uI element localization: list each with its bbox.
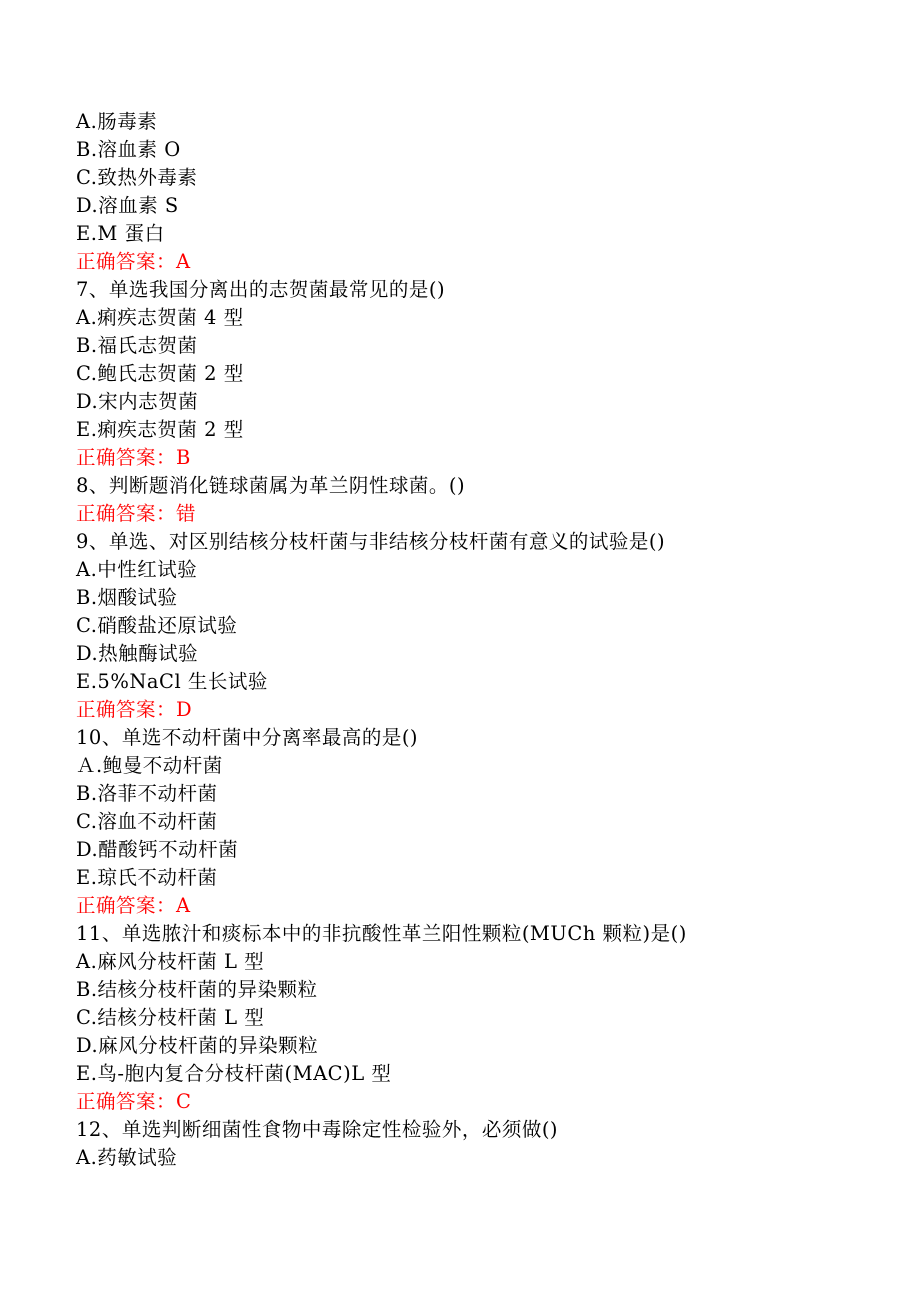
answer-value: C [176,1090,192,1113]
question-text: 12、单选判断细菌性食物中毒除定性检验外，必须做() [76,1118,559,1141]
option-line: D.醋酸钙不动杆菌 [76,838,239,861]
option-line: D.宋内志贺菌 [76,390,199,413]
option-line: B.结核分枝杆菌的异染颗粒 [76,978,318,1001]
option-line: B.溶血素 O [76,138,181,161]
answer-line [76,892,876,920]
option-line: E.鸟-胞内复合分枝杆菌(MAC)L 型 [76,1062,392,1085]
option-line: B.福氏志贺菌 [76,334,198,357]
option-line: A.肠毒素 [76,110,158,133]
option-line: D.麻风分枝杆菌的异染颗粒 [76,1034,319,1057]
answer-value: D [176,698,193,721]
answer-value: B [176,446,191,469]
answer-line [76,248,876,276]
question-block-7 [76,276,876,472]
answer-label: 正确答案： [76,250,177,273]
answer-line [76,696,876,724]
answer-label: 正确答案： [76,894,177,917]
option-line: C.结核分枝杆菌 L 型 [76,1006,265,1029]
question-block-9 [76,528,876,724]
answer-line [76,444,876,472]
option-line: B.洛菲不动杆菌 [76,782,218,805]
option-line: E.M 蛋白 [76,222,165,245]
question-text: 7、单选我国分离出的志贺菌最常见的是() [76,278,446,301]
option-line: C.硝酸盐还原试验 [76,614,238,637]
answer-value: A [176,894,191,917]
option-line: E.琼氏不动杆菌 [76,866,218,889]
option-line: C.溶血不动杆菌 [76,810,218,833]
answer-label: 正确答案： [76,698,177,721]
option-line: D.热触酶试验 [76,642,199,665]
question-block-6-tail [76,108,876,276]
question-text: 11、单选脓汁和痰标本中的非抗酸性革兰阳性颗粒(MUCh 颗粒)是() [76,922,687,945]
question-block-10 [76,724,876,920]
question-block-12 [76,1116,876,1172]
question-text: 10、单选不动杆菌中分离率最高的是() [76,726,419,749]
option-line: C.致热外毒素 [76,166,198,189]
option-line: Ａ.鲍曼不动杆菌 [76,754,223,777]
option-line: C.鲍氏志贺菌 2 型 [76,362,244,385]
option-line: A.药敏试验 [76,1146,178,1169]
answer-label: 正确答案： [76,1090,177,1113]
option-line: A.中性红试验 [76,558,198,581]
answer-value: A [176,250,191,273]
answer-label: 正确答案： [76,502,177,525]
question-block-11 [76,920,876,1116]
option-line: D.溶血素 S [76,194,179,217]
answer-value: 错 [176,502,197,525]
question-text: 9、单选、对区别结核分枝杆菌与非结核分枝杆菌有意义的试验是() [76,530,666,553]
answer-label: 正确答案： [76,446,177,469]
answer-line [76,500,876,528]
option-line: B.烟酸试验 [76,586,178,609]
document-page [76,108,876,1172]
option-line: E.痢疾志贺菌 2 型 [76,418,244,441]
question-text: 8、判断题消化链球菌属为革兰阴性球菌。() [76,474,466,497]
answer-line [76,1088,876,1116]
option-line: E.5%NaCl 生长试验 [76,670,268,693]
option-line: A.痢疾志贺菌 4 型 [76,306,244,329]
option-line: A.麻风分枝杆菌 L 型 [76,950,265,973]
question-block-8 [76,472,876,528]
